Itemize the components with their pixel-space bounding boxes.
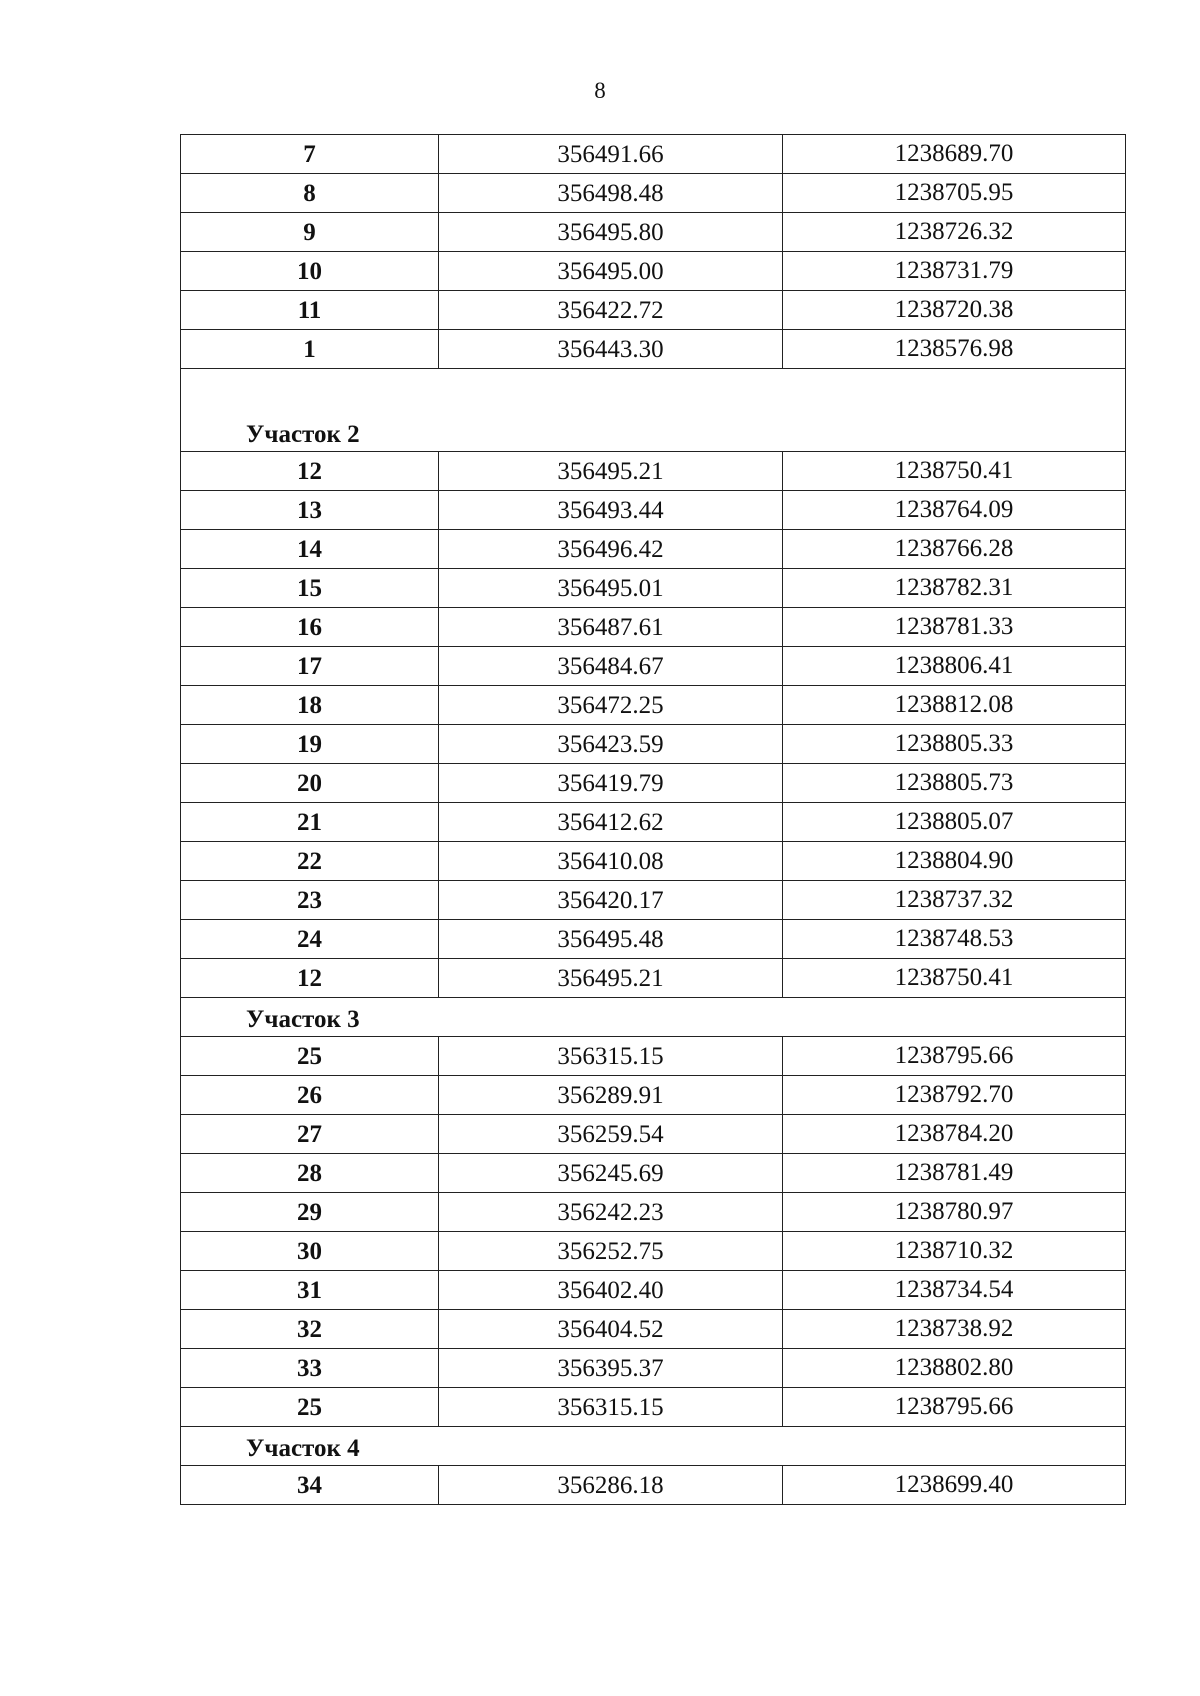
table-row: [181, 569, 1126, 608]
y-coordinate-cell: 1238805.33: [783, 725, 1126, 764]
point-number-cell: 31: [181, 1271, 439, 1310]
table-row: [181, 1349, 1126, 1388]
table-row: [181, 252, 1126, 291]
point-number-cell: 8: [181, 174, 439, 213]
table-row: [181, 330, 1126, 369]
point-number-cell: 34: [181, 1466, 439, 1505]
y-coordinate-cell: 1238780.97: [783, 1193, 1126, 1232]
y-coordinate-cell: 1238805.07: [783, 803, 1126, 842]
table-row: [181, 725, 1126, 764]
y-coordinate-cell: 1238737.32: [783, 881, 1126, 920]
section-title: Участок 3: [181, 998, 1126, 1037]
point-number-cell: 28: [181, 1154, 439, 1193]
table-row: [181, 1232, 1126, 1271]
x-coordinate-cell: 356402.40: [439, 1271, 783, 1310]
y-coordinate-cell: 1238781.33: [783, 608, 1126, 647]
y-coordinate-cell: 1238748.53: [783, 920, 1126, 959]
table-row: [181, 291, 1126, 330]
point-number-cell: 32: [181, 1310, 439, 1349]
x-coordinate-cell: 356443.30: [439, 330, 783, 369]
table-row: [181, 647, 1126, 686]
x-coordinate-cell: 356420.17: [439, 881, 783, 920]
point-number-cell: 26: [181, 1076, 439, 1115]
point-number-cell: 27: [181, 1115, 439, 1154]
y-coordinate-cell: 1238689.70: [783, 135, 1126, 174]
section-title: Участок 2: [181, 369, 1126, 452]
table-row: [181, 959, 1126, 998]
section-header-row: [181, 369, 1126, 452]
point-number-cell: 33: [181, 1349, 439, 1388]
table-row: [181, 608, 1126, 647]
table-row: [181, 1271, 1126, 1310]
table-row: [181, 174, 1126, 213]
point-number-cell: 12: [181, 959, 439, 998]
y-coordinate-cell: 1238705.95: [783, 174, 1126, 213]
y-coordinate-cell: 1238576.98: [783, 330, 1126, 369]
point-number-cell: 16: [181, 608, 439, 647]
x-coordinate-cell: 356419.79: [439, 764, 783, 803]
y-coordinate-cell: 1238802.80: [783, 1349, 1126, 1388]
x-coordinate-cell: 356496.42: [439, 530, 783, 569]
table-row: [181, 1193, 1126, 1232]
y-coordinate-cell: 1238782.31: [783, 569, 1126, 608]
table-row: [181, 452, 1126, 491]
page-number: 8: [594, 78, 606, 103]
table-row: [181, 491, 1126, 530]
point-number-cell: 10: [181, 252, 439, 291]
x-coordinate-cell: 356495.48: [439, 920, 783, 959]
point-number-cell: 19: [181, 725, 439, 764]
point-number-cell: 22: [181, 842, 439, 881]
table-row: [181, 213, 1126, 252]
y-coordinate-cell: 1238781.49: [783, 1154, 1126, 1193]
point-number-cell: 25: [181, 1037, 439, 1076]
table-row: [181, 803, 1126, 842]
table-row: [181, 1466, 1126, 1505]
point-number-cell: 1: [181, 330, 439, 369]
y-coordinate-cell: 1238812.08: [783, 686, 1126, 725]
point-number-cell: 23: [181, 881, 439, 920]
y-coordinate-cell: 1238710.32: [783, 1232, 1126, 1271]
y-coordinate-cell: 1238805.73: [783, 764, 1126, 803]
x-coordinate-cell: 356495.80: [439, 213, 783, 252]
point-number-cell: 29: [181, 1193, 439, 1232]
y-coordinate-cell: 1238699.40: [783, 1466, 1126, 1505]
x-coordinate-cell: 356315.15: [439, 1037, 783, 1076]
table-row: [181, 1388, 1126, 1427]
point-number-cell: 7: [181, 135, 439, 174]
table-row: [181, 881, 1126, 920]
x-coordinate-cell: 356289.91: [439, 1076, 783, 1115]
table-row: [181, 764, 1126, 803]
table-row: [181, 1310, 1126, 1349]
table-row: [181, 1154, 1126, 1193]
x-coordinate-cell: 356495.21: [439, 959, 783, 998]
section-title: Участок 4: [181, 1427, 1126, 1466]
x-coordinate-cell: 356491.66: [439, 135, 783, 174]
point-number-cell: 13: [181, 491, 439, 530]
point-number-cell: 9: [181, 213, 439, 252]
table-row: [181, 686, 1126, 725]
table-row: [181, 1037, 1126, 1076]
section-header-row: [181, 1427, 1126, 1466]
x-coordinate-cell: 356495.00: [439, 252, 783, 291]
point-number-cell: 14: [181, 530, 439, 569]
x-coordinate-cell: 356422.72: [439, 291, 783, 330]
point-number-cell: 18: [181, 686, 439, 725]
point-number-cell: 30: [181, 1232, 439, 1271]
y-coordinate-cell: 1238738.92: [783, 1310, 1126, 1349]
point-number-cell: 24: [181, 920, 439, 959]
y-coordinate-cell: 1238750.41: [783, 452, 1126, 491]
x-coordinate-cell: 356315.15: [439, 1388, 783, 1427]
y-coordinate-cell: 1238731.79: [783, 252, 1126, 291]
y-coordinate-cell: 1238766.28: [783, 530, 1126, 569]
table-row: [181, 1115, 1126, 1154]
table-row: [181, 1076, 1126, 1115]
x-coordinate-cell: 356493.44: [439, 491, 783, 530]
point-number-cell: 12: [181, 452, 439, 491]
x-coordinate-cell: 356495.01: [439, 569, 783, 608]
y-coordinate-cell: 1238750.41: [783, 959, 1126, 998]
point-number-cell: 11: [181, 291, 439, 330]
table-row: [181, 920, 1126, 959]
y-coordinate-cell: 1238806.41: [783, 647, 1126, 686]
table-row: [181, 135, 1126, 174]
y-coordinate-cell: 1238734.54: [783, 1271, 1126, 1310]
point-number-cell: 17: [181, 647, 439, 686]
x-coordinate-cell: 356242.23: [439, 1193, 783, 1232]
point-number-cell: 20: [181, 764, 439, 803]
x-coordinate-cell: 356412.62: [439, 803, 783, 842]
x-coordinate-cell: 356259.54: [439, 1115, 783, 1154]
y-coordinate-cell: 1238795.66: [783, 1037, 1126, 1076]
y-coordinate-cell: 1238720.38: [783, 291, 1126, 330]
point-number-cell: 15: [181, 569, 439, 608]
x-coordinate-cell: 356495.21: [439, 452, 783, 491]
x-coordinate-cell: 356286.18: [439, 1466, 783, 1505]
point-number-cell: 21: [181, 803, 439, 842]
x-coordinate-cell: 356498.48: [439, 174, 783, 213]
x-coordinate-cell: 356484.67: [439, 647, 783, 686]
table-row: [181, 842, 1126, 881]
point-number-cell: 25: [181, 1388, 439, 1427]
section-header-row: [181, 998, 1126, 1037]
coordinates-table: [180, 134, 1126, 1505]
x-coordinate-cell: 356404.52: [439, 1310, 783, 1349]
x-coordinate-cell: 356395.37: [439, 1349, 783, 1388]
x-coordinate-cell: 356423.59: [439, 725, 783, 764]
x-coordinate-cell: 356410.08: [439, 842, 783, 881]
y-coordinate-cell: 1238792.70: [783, 1076, 1126, 1115]
y-coordinate-cell: 1238764.09: [783, 491, 1126, 530]
x-coordinate-cell: 356245.69: [439, 1154, 783, 1193]
table-row: [181, 530, 1126, 569]
y-coordinate-cell: 1238804.90: [783, 842, 1126, 881]
y-coordinate-cell: 1238795.66: [783, 1388, 1126, 1427]
y-coordinate-cell: 1238784.20: [783, 1115, 1126, 1154]
coordinates-table-body: [181, 135, 1126, 1505]
x-coordinate-cell: 356487.61: [439, 608, 783, 647]
y-coordinate-cell: 1238726.32: [783, 213, 1126, 252]
x-coordinate-cell: 356252.75: [439, 1232, 783, 1271]
x-coordinate-cell: 356472.25: [439, 686, 783, 725]
